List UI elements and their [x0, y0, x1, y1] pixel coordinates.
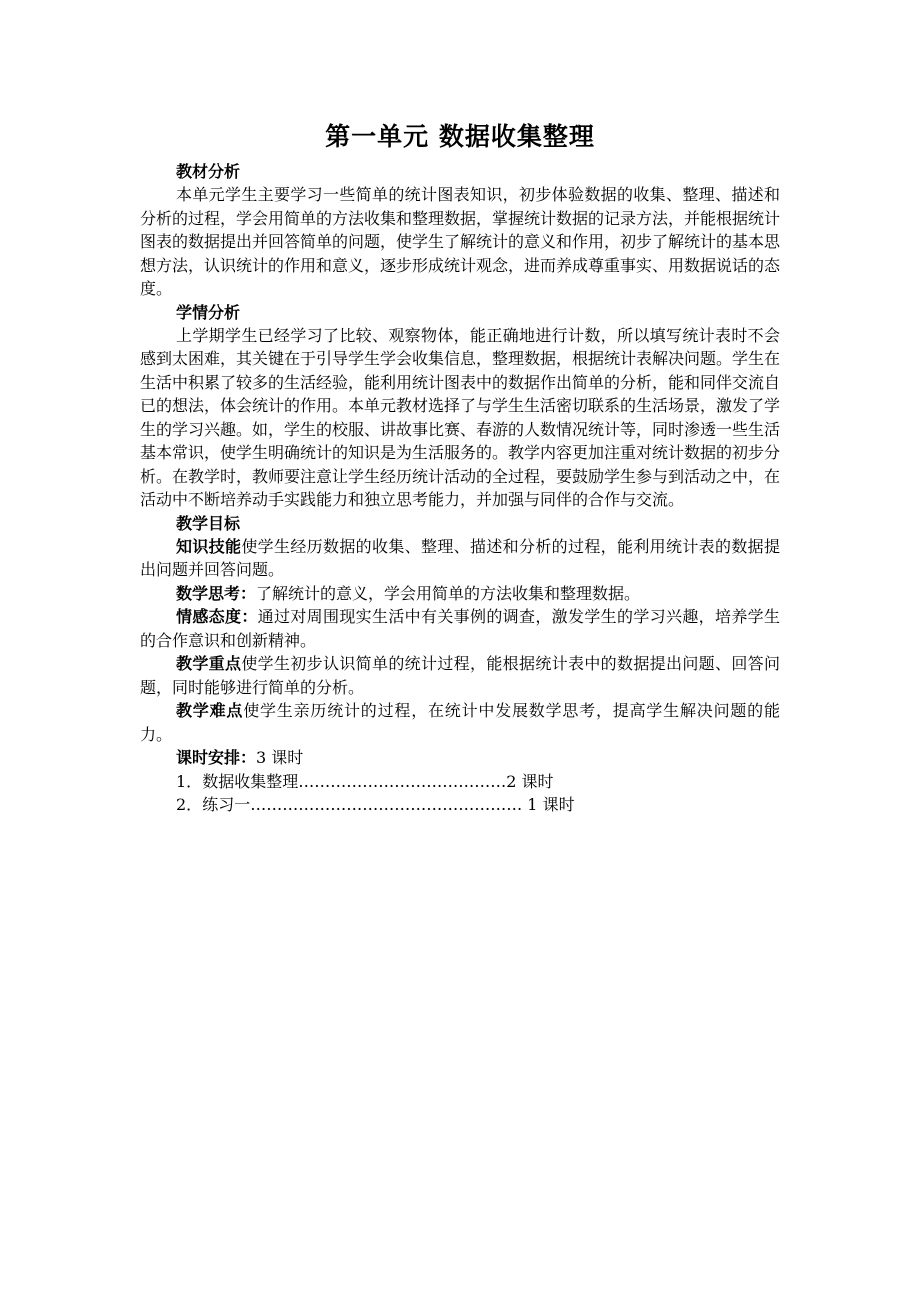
lesson-item	[140, 793, 780, 817]
goal-text: 通过对周围现实生活中有关事例的调查，激发学生的学习兴趣，培养学生的合作意识和创新精神。	[140, 607, 780, 650]
teaching-key-point	[140, 652, 780, 699]
goal-label: 教学难点	[176, 701, 244, 720]
schedule-label: 课时安排：	[176, 748, 257, 767]
lesson-name: 数据收集整理	[202, 771, 299, 791]
lesson-item	[140, 770, 780, 794]
goal-text: 使学生初步认识简单的统计过程，能根据统计表中的数据提出问题、回答问题，同时能够进行简单的分析。	[140, 654, 780, 697]
page-title: 第一单元 数据收集整理	[325, 122, 595, 151]
goal-label: 知识技能	[176, 536, 242, 556]
teaching-difficulty	[140, 699, 780, 746]
goal-label: 教学重点	[176, 654, 242, 673]
section-heading-goals: 教学目标	[176, 513, 241, 533]
lesson-hours: 1 课时	[527, 795, 575, 814]
goal-attitude	[140, 605, 780, 652]
goal-label: 情感态度：	[176, 607, 258, 626]
goal-knowledge-skills	[140, 535, 780, 582]
lesson-name: 练习一	[202, 795, 251, 814]
learner-analysis-paragraph: 上学期学生已经学习了比较、观察物体，能正确地进行计数，所以填写统计表时不会感到太困难，其关键在于引导学生学会收集信息，整理数据，根据统计表解决问题。学生在生活中积累了较多的生活经验，能利用统计图表中的数据作出简单的分析，能和同伴交流自已的想法，体会统计的作用。本单元教材选择了与学生生活密切联系的生活场景，激发了学生的学习兴趣。如，学生的校服、讲故事比赛、春游的人数情况统计等，同时渗透一些生活基本常识，使学生明确统计的知识是为生活服务的。教学内容更加注重对统计数据的初步分析。在教学时，教师要注意让学生经历统计活动的全过程，要鼓励学生参与到活动之中，在活动中不断培养动手实践能力和独立思考能力，并加强与同伴的合作与交流。	[140, 325, 781, 509]
lesson-leader: …………………………………	[298, 771, 507, 791]
goal-text: 使学生亲历统计的过程，在统计中发展数学思考，提高学生解决问题的能力。	[140, 701, 780, 744]
lesson-hours: 2 课时	[506, 771, 554, 791]
lesson-schedule	[140, 746, 780, 770]
goal-label: 数学思考：	[176, 583, 257, 603]
lesson-number: 2．	[176, 795, 203, 814]
material-analysis-paragraph: 本单元学生主要学习一些简单的统计图表知识，初步体验数据的收集、整理、描述和分析的过程，学会用简单的方法收集和整理数据，掌握统计数据的记录方法，并能根据统计图表的数据提出并回答简单的问题，使学生了解统计的意义和作用，初步了解统计的基本思想方法，认识统计的作用和意义，逐步形成统计观念，进而养成尊重事实、用数据说话的态度。	[140, 185, 781, 298]
section-heading-material: 教材分析	[176, 162, 241, 181]
lesson-leader: ……………………………………………	[250, 795, 528, 814]
document-page	[140, 118, 780, 817]
goal-text: 了解统计的意义，学会用简单的方法收集和整理数据。	[256, 583, 641, 603]
section-heading-learner: 学情分析	[176, 302, 241, 322]
goal-math-thinking	[140, 582, 780, 606]
lesson-number: 1．	[176, 771, 203, 791]
schedule-total: 3 课时	[256, 748, 304, 767]
goal-text: 使学生经历数据的收集、整理、描述和分析的过程，能利用统计表的数据提出问题并回答问题。	[140, 536, 780, 579]
